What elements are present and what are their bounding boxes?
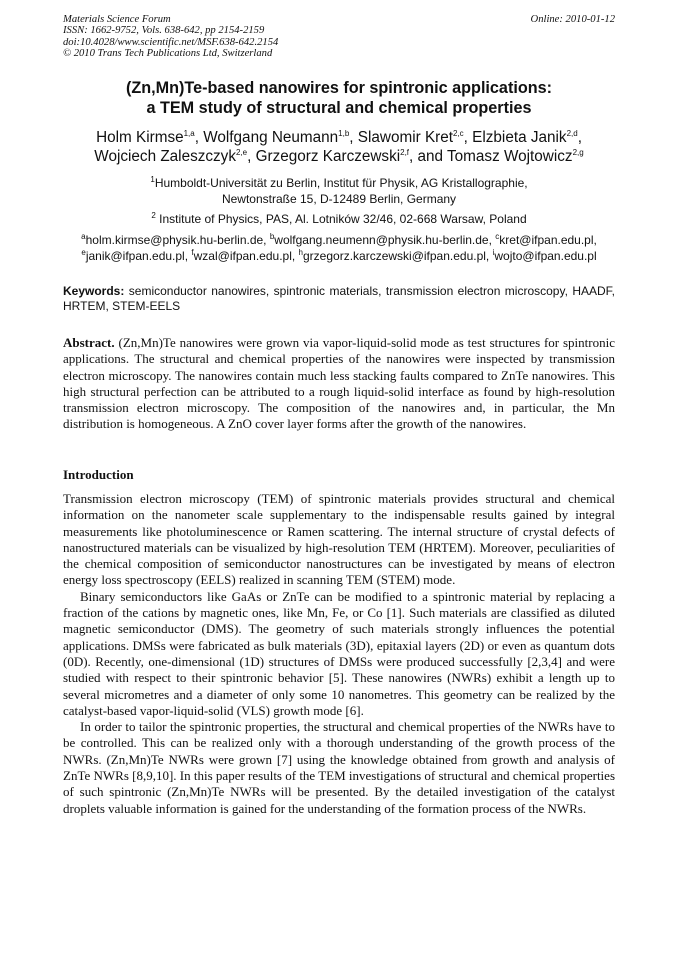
keywords (63, 284, 615, 314)
paper-title (63, 78, 615, 118)
abstract (63, 335, 615, 433)
journal-header (63, 14, 615, 60)
email-address: $^c$kret@ifpan.edu.pl, (495, 232, 597, 247)
issn-line: ISSN: 1662-9752, Vols. 638-642, pp 2154-2159 (63, 25, 265, 37)
affiliation-2: $^2$ Institute of Physics, PAS, Al. Lotników 32/46, 02-668 Warsaw, Poland (151, 211, 527, 226)
author: Elzbieta Janik$^{2,d}$, (472, 128, 582, 146)
affiliation-1: $^1$Humboldt-Universität zu Berlin, Institut für Physik, AG Kristallographie, Newtonstraße 15, D-12489 Berlin, Germany (150, 175, 528, 206)
title-line-1: (Zn,Mn)Te-based nanowires for spintronic applications: (126, 79, 552, 97)
email-address: $^f$wzal@ifpan.edu.pl, (191, 247, 299, 263)
author-list (63, 128, 615, 166)
paragraph: In order to tailor the spintronic properties, the structural and chemical properties of the NWRs have to be controlled. This can be realized only with a thorough understanding of the growth process of the NWRs. (Zn,Mn)Te NWRs were grown [7] using the knowledge obtained from growth and analysis of ZnTe NWRs [8,9,10]. In this paper results of the TEM investigations of structural and chemical properties of such spintronic (Zn,Mn)Te NWRs will be presented. By the detailed investigation of the catalyst droplets valuable information is gained for the understanding of the formation process of the NWRs. (63, 719, 615, 816)
author: Grzegorz Karczewski$^{2,f}$, and (255, 147, 448, 165)
journal-name: Materials Science Forum (63, 14, 171, 25)
email-address: $^h$grzegorz.karczewski@ifpan.edu.pl, (298, 247, 493, 263)
email-address: $^i$wojto@ifpan.edu.pl (492, 247, 597, 263)
paragraph: Transmission electron microscopy (TEM) of spintronic materials provides structural and chemical information on the nanometer scale supplementary to the indispensable results gained by integral measurements like photoluminescence or Ramen scattering. The internal structure of crystal defects of nanostructured materials can be visualized by high-resolution TEM (HRTEM). Moreover, peculiarities of the chemical composition of semiconductor nanostructures can be investigated by means of electron energy loss spectroscopy (EELS) realized in scanning TEM (STEM) mode. (63, 491, 615, 588)
introduction-body (63, 491, 615, 817)
keywords-label: Keywords: (63, 284, 125, 298)
online-date: Online: 2010-01-12 (530, 14, 615, 25)
paragraph: Binary semiconductors like GaAs or ZnTe can be modified to a spintronic material by replacing a fraction of the cations by magnetic ones, like Mn, Fe, or Co [1]. Such materials are classified as diluted magnetic semiconductor (DMS). The geometry of such materials strongly influences the potential applications. DMSs were fabricated as bulk materials (3D), epitaxial layers (2D) or even as quantum dots (0D). Recently, one-dimensional (1D) structures of DMSs were produced successfully [2,3,4] and were studied with respect to their spintronic behavior [5]. These nanowires (NWRs) exhibit a length up to several micrometres and a diameter of only some 10 nanometres. This geometry can be realized by the catalyst-based vapor-liquid-solid (VLS) growth mode [6]. (63, 588, 615, 718)
author: Wolfgang Neumann$^{1,b}$, (203, 128, 358, 146)
author: Slawomir Kret$^{2,c}$, (357, 128, 473, 146)
copyright-line: © 2010 Trans Tech Publications Ltd, Switzerland (63, 48, 273, 60)
keywords-text: semiconductor nanowires, spintronic materials, transmission electron microscopy, HAADF, HRTEM, STEM-EELS (63, 284, 615, 313)
author: Tomasz Wojtowicz$^{2,g}$ (447, 147, 584, 165)
section-heading: Introduction (63, 467, 134, 482)
email-address: $^a$holm.kirmse@physik.hu-berlin.de, (81, 232, 270, 247)
author: Holm Kirmse$^{1,a}$, (96, 128, 204, 146)
email-list (63, 233, 615, 264)
email-address: $^e$janik@ifpan.edu.pl, (81, 247, 192, 263)
title-line-2: a TEM study of structural and chemical properties (146, 99, 532, 117)
email-address: $^b$wolfgang.neumenn@physik.hu-berlin.de, (269, 232, 496, 247)
doi-line: doi:10.4028/www.scientific.net/MSF.638-642.2154 (63, 36, 279, 48)
author: Wojciech Zaleszczyk$^{2,e}$, (94, 147, 256, 165)
abstract-text: (Zn,Mn)Te nanowires were grown via vapor-liquid-solid mode as test structures for spintronic applications. The structural and chemical properties of the nanowires were inspected by transmission electron microscopy. The nanowires contain much less stacking faults compared to ZnTe nanowires. This high structural perfection can be attributed to a rough liquid-solid interface as found by high-resolution transmission electron microscopy. The composition of the nanowires and, in particular, the Mn distribution is homogeneous. A ZnO cover layer forms after the growth of the nanowires. (63, 335, 615, 432)
abstract-label: Abstract. (63, 335, 115, 350)
